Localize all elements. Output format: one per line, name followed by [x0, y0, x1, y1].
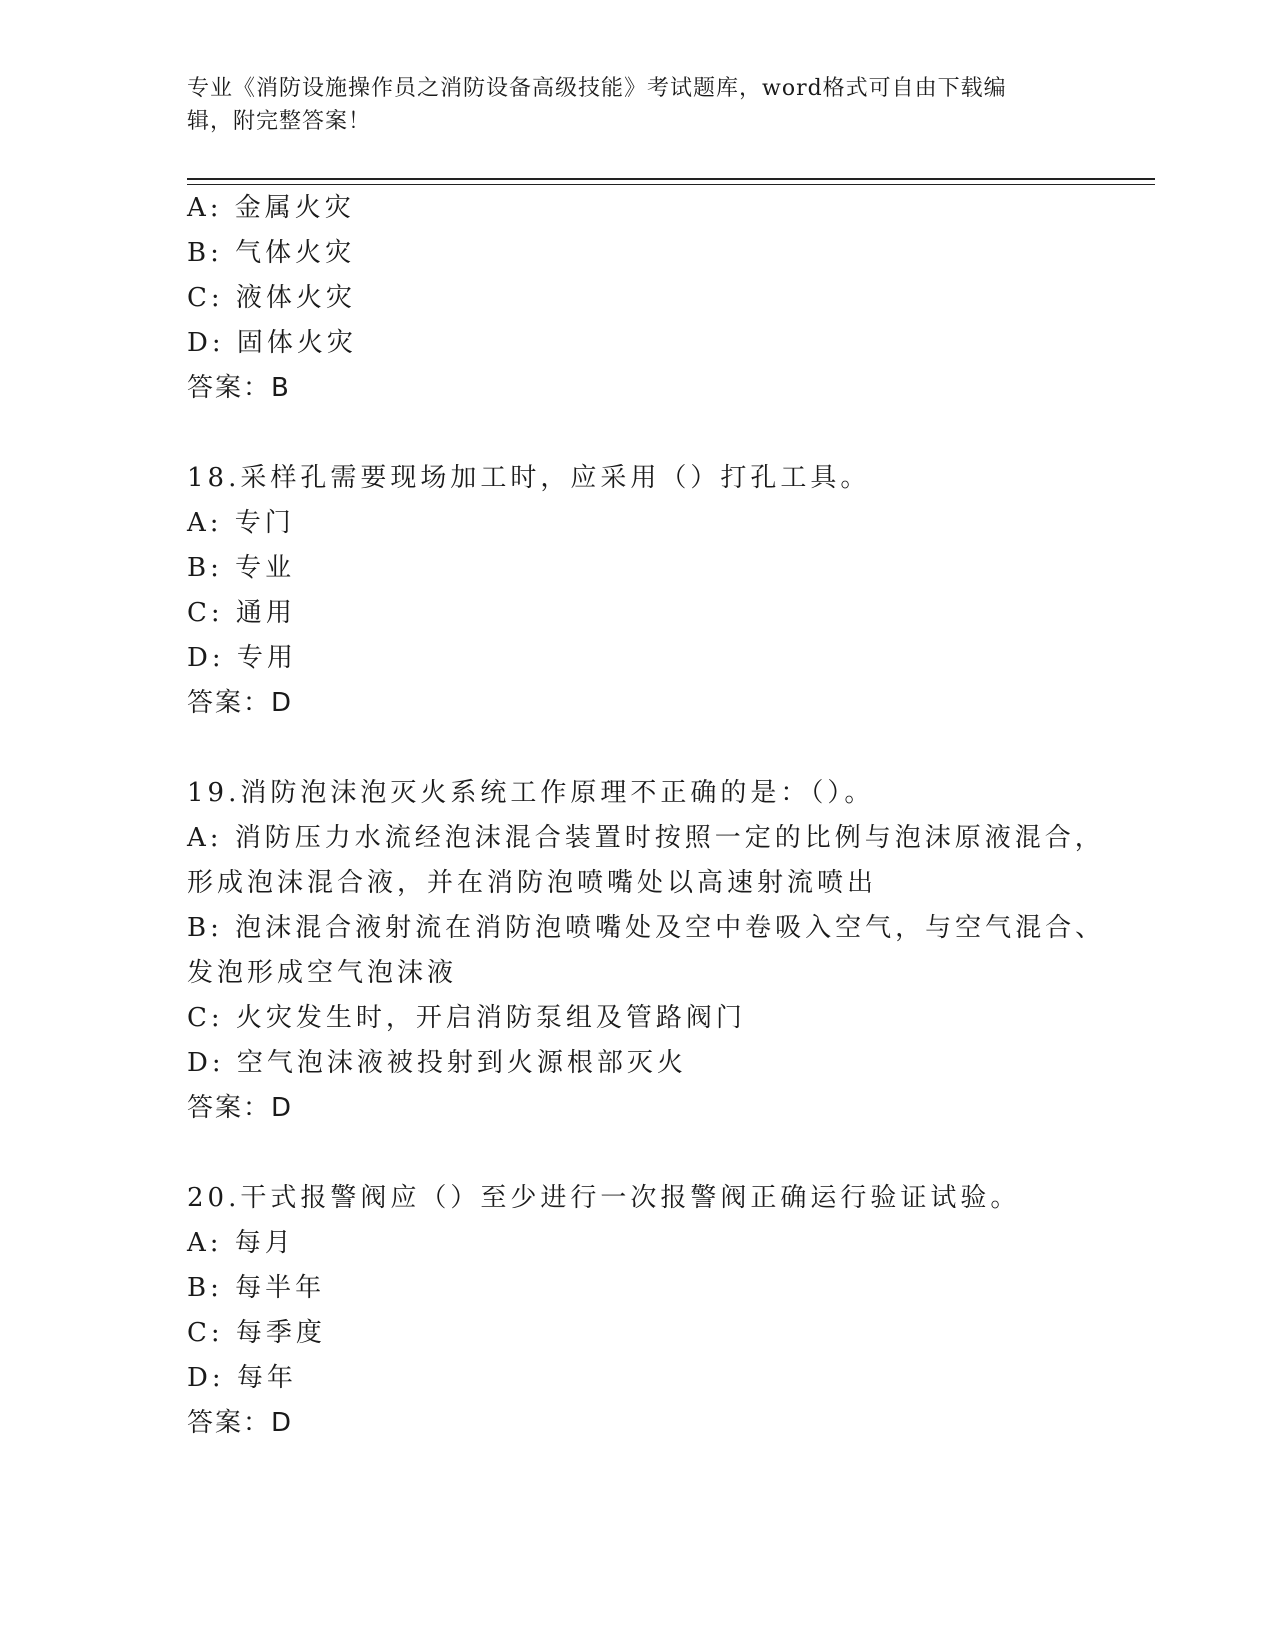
q18-option-a: A: 专门 [187, 508, 295, 538]
q17-option-d: D: 固体火灾 [187, 328, 357, 358]
q18-answer: 答案：D [187, 688, 294, 718]
q20-question: 20.干式报警阀应（）至少进行一次报警阀正确运行验证试验。 [187, 1183, 1021, 1213]
q19-option-c: C: 火灾发生时，开启消防泵组及管路阀门 [187, 1003, 746, 1033]
q20-option-d: D: 每年 [187, 1363, 297, 1393]
header-line-2: 辑，附完整答案！ [187, 109, 372, 134]
q17-answer: 答案：B [187, 373, 291, 403]
document-header [187, 72, 1067, 138]
header-line-1: 专业《消防设施操作员之消防设备高级技能》考试题库，word格式可自由下载编 [187, 76, 1007, 101]
q20-answer: 答案：D [187, 1408, 294, 1438]
q19-option-a-line2: 形成泡沫混合液，并在消防泡喷嘴处以高速射流喷出 [187, 868, 878, 898]
q17-option-c: C: 液体火灾 [187, 283, 356, 313]
q19-option-a-line1: A: 消防压力水流经泡沫混合装置时按照一定的比例与泡沫原液混合， [187, 823, 1105, 853]
q17-option-b: B: 气体火灾 [187, 238, 356, 268]
q20-option-b: B: 每半年 [187, 1273, 326, 1303]
q19-option-b-line2: 发泡形成空气泡沫液 [187, 958, 458, 988]
q19-question: 19.消防泡沫泡灭火系统工作原理不正确的是：（）。 [187, 778, 875, 808]
q20-option-a: A: 每月 [187, 1228, 295, 1258]
header-divider-thin [187, 184, 1155, 185]
q18-option-d: D: 专用 [187, 643, 297, 673]
q19-option-b-line1: B: 泡沫混合液射流在消防泡喷嘴处及空中卷吸入空气，与空气混合、 [187, 913, 1106, 943]
q18-question: 18.采样孔需要现场加工时，应采用（）打孔工具。 [187, 463, 871, 493]
q20-option-c: C: 每季度 [187, 1318, 326, 1348]
q17-option-a: A: 金属火灾 [187, 193, 355, 223]
q19-option-d: D: 空气泡沫液被投射到火源根部灭火 [187, 1048, 687, 1078]
q18-option-c: C: 通用 [187, 598, 296, 628]
q18-option-b: B: 专业 [187, 553, 296, 583]
header-divider-thick [187, 178, 1155, 180]
q19-answer: 答案：D [187, 1093, 294, 1123]
